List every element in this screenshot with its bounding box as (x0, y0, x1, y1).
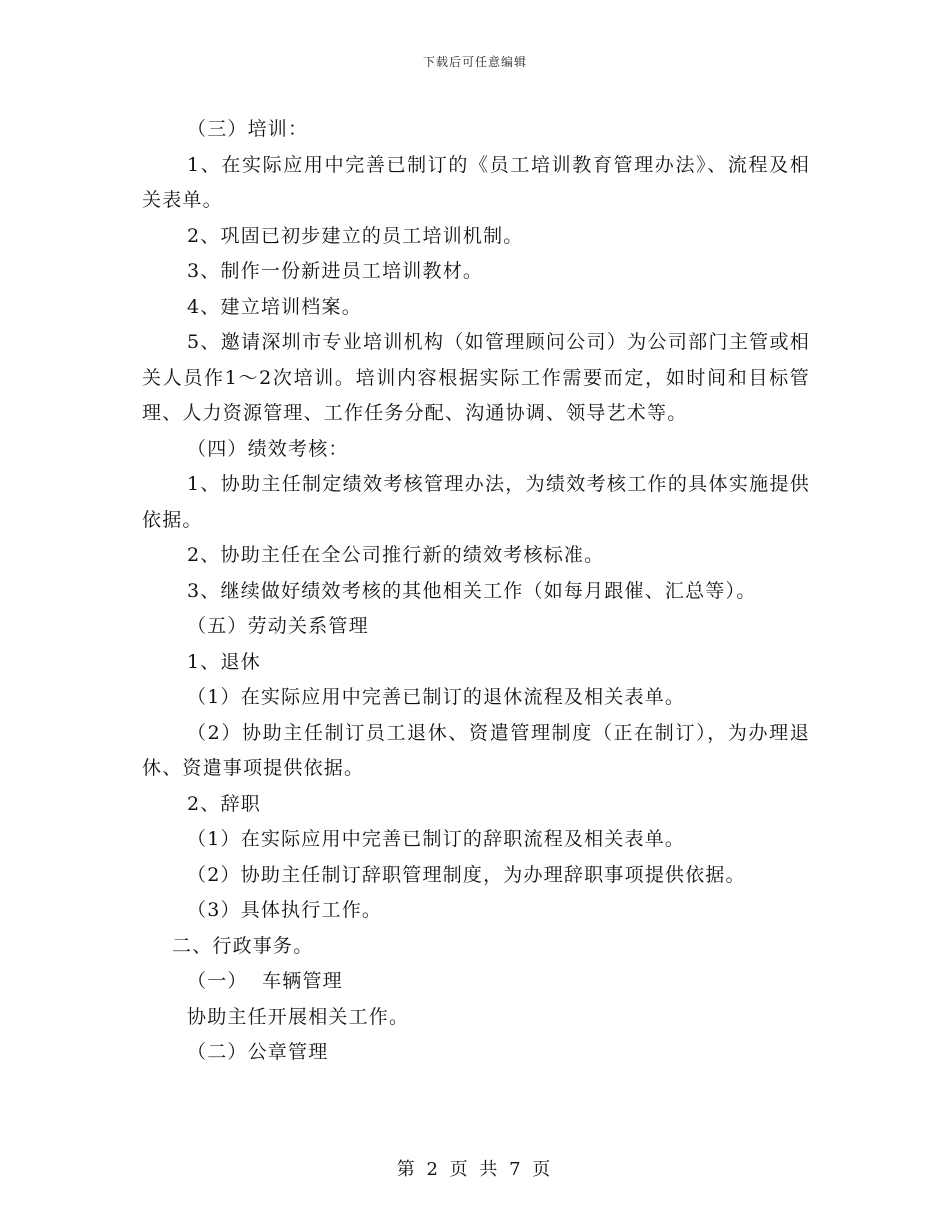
paragraph: （2）协助主任制订辞职管理制度，为办理辞职事项提供依据。 (187, 863, 746, 886)
section-heading-vehicles: （一） 车辆管理 (187, 970, 343, 992)
subheading-resignation: 2、辞职 (187, 792, 261, 815)
paragraph: 2、巩固已初步建立的员工培训机制。 (187, 224, 524, 247)
paragraph: （1）在实际应用中完善已制订的辞职流程及相关表单。 (187, 828, 686, 850)
section-heading-performance: （四）绩效考核： (187, 437, 349, 460)
paragraph: 3、制作一份新进员工培训教材。 (187, 260, 484, 282)
paragraph: 5、邀请深圳市专业培训机构（如管理顾问公司）为公司部门主管或相关人员作1～2次培训。培训内容根据实际工作需要而定，如时间和目标管理、人力资源管理、工作任务分配、沟通协调、领导艺术等。 (142, 331, 810, 424)
paragraph: （3）具体执行工作。 (187, 899, 383, 921)
section-heading-labor-relations: （五）劳动关系管理 (187, 615, 369, 637)
subheading-retirement: 1、退休 (187, 650, 261, 673)
paragraph: 协助主任开展相关工作。 (187, 1005, 410, 1028)
paragraph: （2）协助主任制订员工退休、资遣管理制度（正在制订），为办理退休、资遣事项提供依据。 (142, 721, 810, 779)
section-heading-admin: 二、行政事务。 (172, 934, 314, 957)
page-number-footer: 第 2 页 共 7 页 (396, 1159, 554, 1180)
paragraph: 1、在实际应用中完善已制订的《员工培训教育管理办法》、流程及相关表单。 (142, 153, 810, 211)
paragraph: （1）在实际应用中完善已制订的退休流程及相关表单。 (187, 686, 686, 708)
section-heading-training: （三）培训： (187, 118, 309, 140)
paragraph: 2、协助主任在全公司推行新的绩效考核标准。 (187, 544, 605, 566)
document-body (142, 112, 810, 1071)
paragraph: 1、协助主任制定绩效考核管理办法，为绩效考核工作的具体实施提供依据。 (142, 473, 810, 531)
section-heading-seal: （二）公章管理 (187, 1041, 329, 1063)
page-header-note: 下载后可任意编辑 (422, 55, 527, 69)
paragraph: 4、建立培训档案。 (187, 295, 362, 318)
paragraph: 3、继续做好绩效考核的其他相关工作（如每月跟催、汇总等）。 (187, 579, 757, 602)
